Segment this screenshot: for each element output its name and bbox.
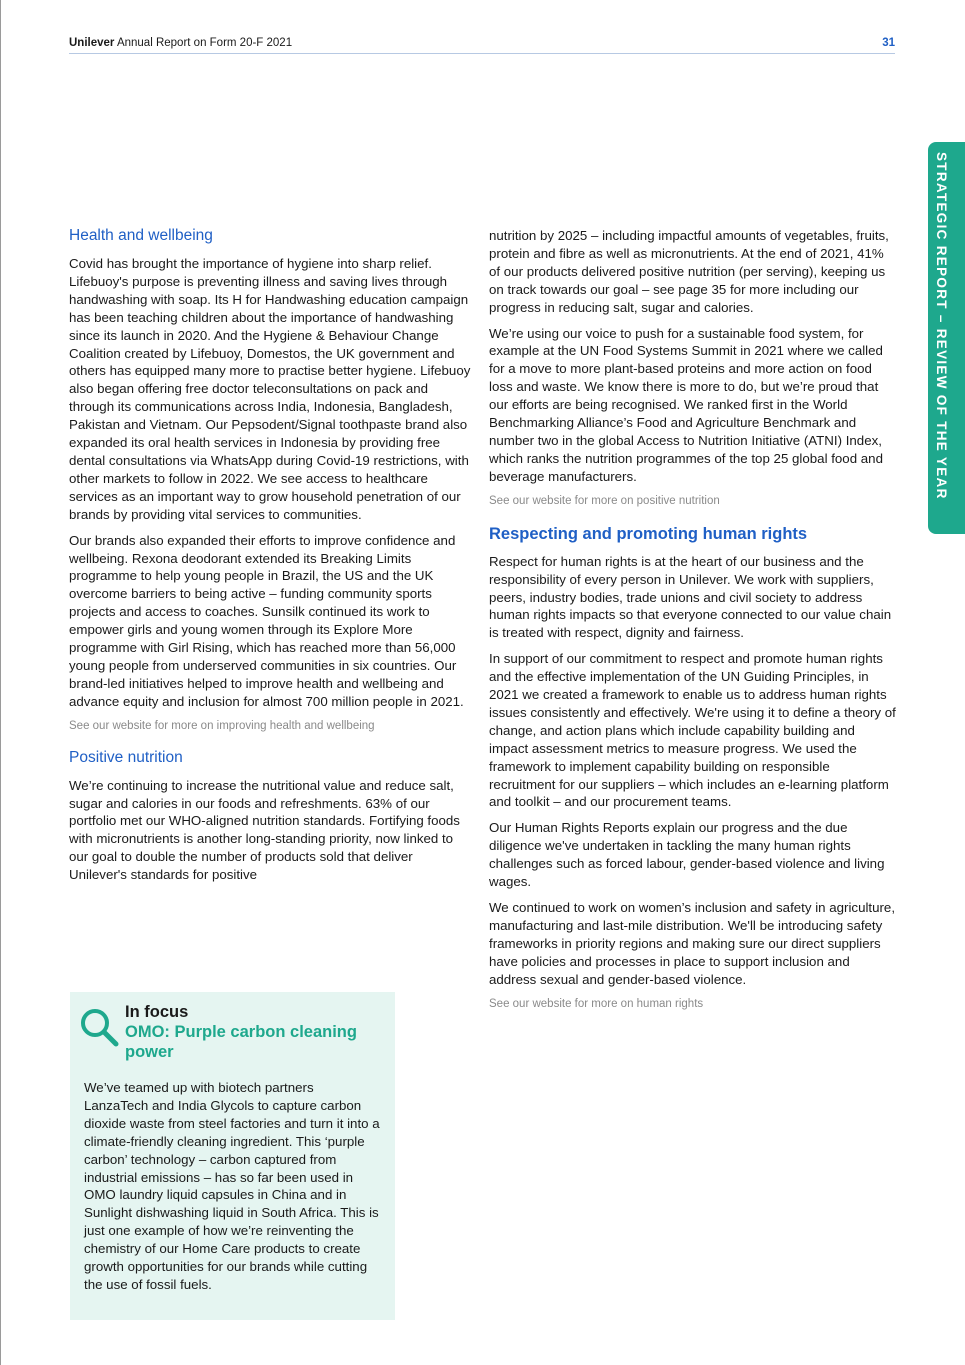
health-website-link[interactable]: See our website for more on improving health and wellbeing: [69, 719, 375, 732]
page-edge-line: [0, 0, 1, 1365]
nutrition-paragraph-1: We’re continuing to increase the nutritional value and reduce salt, sugar and calories in our foods and refreshments. 63% of our portfolio met our WHO-aligned nutrition standards. Fortifying foods with micronutrients is another long-standing priority, now linked to our goal to double the number of products sold that deliver Unilever's standards for positive: [69, 777, 460, 883]
rights-paragraph-3: Our Human Rights Reports explain our progress and the due diligence we've undertaken in tackling the many human rights challenges such as forced labour, gender-based violence and living wages.: [489, 820, 885, 890]
human-rights-website-link[interactable]: See our website for more on human rights: [489, 997, 704, 1010]
rights-paragraph-2: In support of our commitment to respect and promote human rights and the effective implementation of the UN Guiding Principles, in 2021 we created a framework to enable us to address human rights issues consistently and effectively. We're using it to define a theory of change, and action plans which include capability building and impact assessment metrics to measure progress. We used the framework to implement capability building on responsible recruitment for our suppliers – which includes an e-learning platform and toolkit – and our procurement teams.: [489, 651, 896, 810]
human-rights-heading: Respecting and promoting human rights: [489, 524, 808, 543]
health-paragraph-2: Our brands also expanded their efforts to improve confidence and wellbeing. Rexona deodorant extended its Breaking Limits programme to help young people in Brazil, the US and the UK overcome barriers to being active – funding community sports projects and access to coaches. Sunsilk continued its work to empower girls and young women through its Explore More programme with Girl Rising, which has reached more than 56,000 young people from underserved communities in six countries. Our brand-led initiatives helped to improve health and wellbeing and advance equity and inclusion for almost 700 million people in 2021.: [69, 532, 464, 709]
nutrition-paragraph-2: nutrition by 2025 – including impactful amounts of vegetables, fruits, protein and fibre as well as micronutrients. At the end of 2021, 41% of our products delivered positive nutrition (per serving), keeping us on track towards our goal – see page 35 for more including our progress in reducing salt, sugar and calories.: [489, 228, 889, 315]
positive-nutrition-heading: Positive nutrition: [69, 748, 183, 766]
left-column: [69, 226, 474, 892]
health-wellbeing-heading: Health and wellbeing: [69, 227, 213, 244]
in-focus-label: In focus: [125, 1003, 189, 1021]
header-report-title: Annual Report on Form 20-F 2021: [116, 37, 293, 49]
header-brand: Unilever: [69, 37, 115, 49]
page-header: [69, 37, 895, 54]
right-column: [489, 227, 897, 1026]
nutrition-paragraph-3: We’re using our voice to push for a sustainable food system, for example at the UN Food Systems Summit in 2021 where we called for a move to more plant-based proteins and more action on food loss and waste. We know there is more to do, but we’re proud that our efforts are being recognised. We ranked first in the World Benchmarking Alliance’s Food and Agriculture Benchmark and number two in the global Access to Nutrition Initiative (ATNI) Index, which ranks the nutrition programmes of the top 25 global food and beverage manufacturers.: [489, 325, 883, 484]
rights-paragraph-4: We continued to work on women’s inclusion and safety in agriculture, manufacturing and last-mile distribution. We'll be introducing safety frameworks in priority regions and making sure our direct suppliers have policies and processes in place to support inclusion and address sexual and gender-based violence.: [489, 900, 896, 987]
section-side-tab-label: STRATEGIC REPORT – REVIEW OF THE YEAR: [934, 152, 949, 500]
in-focus-body: We’ve teamed up with biotech partners LanzaTech and India Glycols to capture carbon dioxide waste from steel factories and turn it into a climate-friendly cleaning ingredient. This ‘purple carbon’ technology – carbon captured from industrial emissions – has so far been used in OMO laundry liquid capsules in China and in Sunlight dishwashing liquid in South Africa. This is just one example of how we’re reinventing the chemistry of our Home Care products to create growth opportunities for our brands while cutting the use of fossil fuels.: [84, 1080, 380, 1292]
nutrition-website-link[interactable]: See our website for more on positive nutrition: [489, 494, 720, 507]
page-number: 31: [882, 37, 895, 49]
health-paragraph-1: Covid has brought the importance of hygiene into sharp relief. Lifebuoy's purpose is preventing illness and saving lives through handwashing with soap. Its H for Handwashing education campaign has been teaching children about the importance of handwashing since its launch in 2020. And the Hygiene & Behaviour Change Coalition created by Lifebuoy, Domestos, the UK government and others has equipped many more to practise better hygiene. Lifebuoy also began offering free doctor teleconsultations on pack and through its communications across India, Indonesia, Bangladesh, Pakistan and Vietnam. Our Pepsodent/Signal toothpaste brand also expanded its oral health services in Indonesia by providing free dental consultations via WhatsApp during Covid-19 restrictions, with other markets to follow in 2022. We see access to healthcare services as an important way to grow household penetration of our brands by providing vital services to communities.: [69, 256, 471, 522]
in-focus-title: OMO: Purple carbon cleaning power: [125, 1023, 357, 1061]
magnifier-icon: [78, 1006, 120, 1048]
section-side-tab[interactable]: [928, 142, 965, 534]
rights-paragraph-1: Respect for human rights is at the heart of our business and the responsibility of every person in Unilever. We work with suppliers, peers, industry bodies, trade unions and civil society to address human rights impacts so that everyone connected to our value chain is treated with respect, dignity and fairness.: [489, 553, 892, 641]
in-focus-box: [70, 992, 395, 1320]
